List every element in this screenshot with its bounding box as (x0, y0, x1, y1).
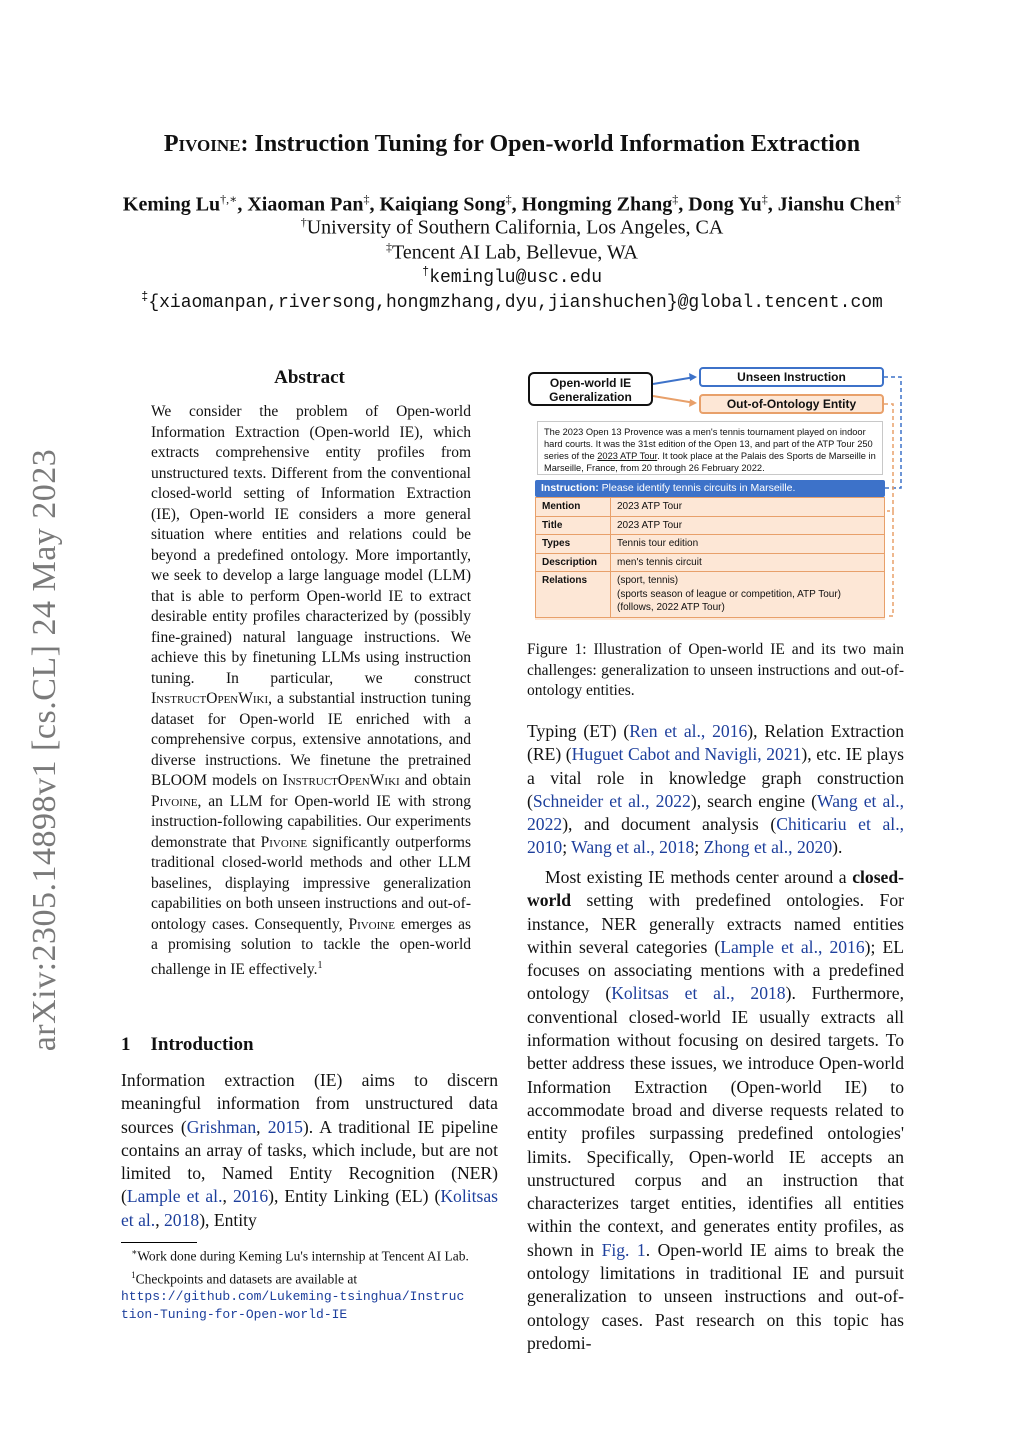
dataset-name: InstructOpenWiki (151, 690, 269, 707)
citation-link[interactable]: Grishman (186, 1116, 257, 1137)
citation-link[interactable]: Lample et al. (126, 1186, 223, 1207)
author-list: Keming Lu†,∗, Xiaoman Pan‡, Kaiqiang Song‡, Hongming Zhang‡, Dong Yu‡, Jianshu Chen‡ (122, 192, 902, 216)
footnote-mark: 1 (131, 1269, 136, 1280)
section-title: Introduction (150, 1034, 254, 1055)
abstract-text: , an LLM for Open-world IE with strong instruction-following capabilities. Our experiments demonstrate that (151, 792, 471, 851)
affil-mark: ‡ (386, 240, 393, 254)
row-key: Types (536, 535, 611, 554)
intro-paragraph: Information extraction (IE) aims to discern meaningful information from unstructured data sources (Grishman, 2015). A traditional IE pipeline contains an array of tasks, which include, but are not limited to, Named Entity Recognition (NER) (Lample et al., 2016), Entity Linking (EL) (Kolitsas et al., 2018), Entity (121, 1070, 499, 1230)
affil-mark: † (421, 265, 430, 279)
dataset-name: InstructOpenWiki (282, 772, 400, 789)
passage-link: 2023 ATP Tour (597, 451, 658, 461)
citation-link[interactable]: Lample et al., 2016 (720, 936, 865, 957)
author-mark: ‡ (505, 192, 512, 206)
dashed-orange-connector (884, 404, 893, 511)
citation-link[interactable]: Ren et al., 2016 (629, 721, 748, 741)
body-text: Typing (ET) ( (527, 721, 630, 741)
passage-text: . It took place at the Palais des Sports de Marseille in Marseille, France, from 20 through 26 February 2022. (544, 451, 876, 473)
model-name: Pivoine (260, 833, 308, 851)
figure-1 (527, 366, 904, 626)
email-usc (0, 265, 1024, 288)
intro-text: Information extraction (IE) aims to discern meaningful information from unstructured data sources ( (121, 1070, 498, 1137)
arrow-to-ooo (653, 396, 695, 403)
row-value (611, 572, 885, 618)
author-1: Keming Lu (122, 193, 221, 216)
email-tencent (0, 290, 1024, 313)
abstract-text: emerges as a promising solution to tackle the open-world challenge in IE effectively. (151, 915, 471, 978)
body-text: ), search engine ( (690, 790, 818, 811)
out-of-ontology-box: Out-of-Ontology Entity (699, 394, 884, 414)
body-text: ; (562, 837, 572, 858)
unseen-instruction-box: Unseen Instruction (699, 367, 884, 387)
author-5: Dong Yu (688, 193, 762, 216)
abstract-text: and obtain (399, 772, 471, 789)
figure-reference-link[interactable]: Fig. 1 (601, 1239, 646, 1260)
abstract-body (151, 402, 471, 980)
abstract-text: significantly outperforms traditional closed-world methods and other LLM baselines, displaying impressive generalization capabilities on both unseen instructions and out-of-ontology cases. Consequently, (151, 833, 471, 933)
body-text: Most existing IE methods center around a (545, 867, 853, 887)
relation-item: (follows, 2022 ATP Tour) (617, 602, 725, 613)
passage-box (537, 421, 883, 475)
arxiv-id: arXiv:2305.14898v1 [cs.CL] 24 May 2023 (26, 448, 63, 1052)
body-text: ; (694, 837, 704, 858)
table-row (536, 535, 885, 554)
author-2: Xiaoman Pan (247, 193, 364, 216)
table-row (536, 516, 885, 535)
arrow-to-unseen (653, 377, 695, 384)
citation-link[interactable]: 2016 (232, 1186, 269, 1207)
instruction-text: Please identify tennis circuits in Marseille. (601, 482, 796, 494)
footnote-text: Checkpoints and datasets are available at (135, 1271, 358, 1286)
footnote-url-link[interactable]: https://github.com/Lukeming-tsinghua/Instruction-Tuning-for-Open-world-IE (121, 1289, 465, 1322)
author-mark: ‡ (672, 192, 679, 206)
instruction-bar (535, 480, 885, 497)
row-key: Description (536, 553, 611, 572)
abstract-text: We consider the problem of Open-world Information Extraction (Open-world IE), which extracts comprehensive entity profiles from unstructured texts. Different from the conventional closed-world setting of Information Extraction (IE), Open-world IE considers a more general situation where entities and relations could be beyond a predefined ontology. More importantly, we seek to develop a large language model (LLM) that is able to perform Open-world IE to extract desirable entity profiles characterized by (possibly fine-grained) natural language instructions. We achieve this by finetuning LLMs using instruction tuning. In particular, we construct (151, 403, 471, 687)
relation-item: (sport, tennis) (617, 575, 679, 586)
intro-text: ), Entity (199, 1209, 257, 1230)
footnotes (121, 1243, 498, 1324)
table-row (536, 553, 885, 572)
citation-link[interactable]: Wang et al., 2018 (571, 837, 695, 858)
footnote-mark: ∗ (131, 1247, 138, 1257)
email-tencent-text: {xiaomanpan,riversong,hongmzhang,dyu,jianshuchen}@global.tencent.com (148, 293, 883, 313)
instruction-label: Instruction: (541, 482, 599, 494)
author-6: Jianshu Chen (777, 193, 896, 216)
affiliation-tencent (0, 240, 1024, 265)
row-value: 2023 ATP Tour (611, 498, 885, 517)
author-4: Hongming Zhang (521, 193, 673, 216)
model-name: Pivoine (348, 915, 395, 933)
author-mark: ‡ (761, 192, 768, 206)
row-value: Tennis tour edition (611, 535, 885, 554)
email-usc-text: keminglu@usc.edu (429, 268, 603, 288)
citation-link[interactable]: Wang et al., 2022 (527, 790, 905, 835)
arrowhead-unseen (689, 373, 697, 381)
title-system-name: Pivoine (163, 131, 241, 157)
body-text: ), Relation Extraction (RE) ( (527, 721, 904, 765)
affiliation-usc (0, 215, 1024, 240)
right-paragraph-2 (527, 866, 904, 1355)
citation-link[interactable]: 2015 (267, 1116, 303, 1137)
body-text: setting with predefined ontologies. For instance, NER generally extracts named entities within several categories ( (527, 890, 904, 957)
citation-link[interactable]: Chiticariu et al., 2010 (527, 814, 904, 858)
body-text: ), etc. IE plays a vital role in knowledge graph construction ( (527, 744, 904, 811)
author-3: Kaiqiang Song (379, 193, 506, 216)
footnote-star (121, 1243, 498, 1266)
model-name: Pivoine (151, 792, 198, 810)
emphasis-text: closed-world (527, 867, 904, 911)
body-text: ). Furthermore, conventional closed-world IE usually extracts all information without focusing on desired targets. To better address these issues, we introduce Open-world Information Extraction (Open-world IE) to accommodate broad and diverse requests related to entity profiles surpassing predefined ontologies' limits. Specifically, Open-world IE accepts an unstructured corpus and an instruction that characterizes target entities, identifies all entities within the context, and generates entity profiles, as shown in (527, 983, 904, 1260)
right-paragraph-1 (527, 720, 904, 860)
paper-title (0, 131, 1024, 158)
citation-link[interactable]: Kolitsas et al. (121, 1186, 499, 1230)
citation-link[interactable]: Huguet Cabot and Navigli, 2021 (571, 744, 802, 765)
row-key: Mention (536, 498, 611, 517)
table-row (536, 498, 885, 517)
abstract-heading: Abstract (274, 367, 345, 388)
row-value: 2023 ATP Tour (611, 516, 885, 535)
citation-link[interactable]: Schneider et al., 2022 (532, 790, 691, 811)
dashed-orange-connector-low (887, 511, 893, 616)
challenge-box: Open-world IE Generalization (528, 372, 653, 406)
author-mark: ‡ (895, 192, 902, 206)
footnote-text: Work done during Keming Lu's internship at Tencent AI Lab. (137, 1248, 469, 1264)
table-row (536, 572, 885, 618)
figure-caption: Figure 1: Illustration of Open-world IE and its two main challenges: generalization to unseen instructions and out-of-ontology entities. (527, 641, 904, 699)
abstract-text: , a substantial instruction tuning dataset for Open-world IE enriched with a comprehensive corpus, extensive annotations, and diverse instructions. We finetune the pretrained BLOOM models on (151, 690, 471, 789)
affil-mark: † (300, 215, 307, 229)
affil-mark: ‡ (141, 290, 149, 304)
body-text: . Open-world IE aims to break the ontology limitations in traditional IE and pursuit generalization to unseen instructions and out-of-ontology cases. Past research on this topic has predomi- (527, 1239, 904, 1353)
citation-link[interactable]: Kolitsas et al., 2018 (611, 983, 786, 1004)
citation-link[interactable]: 2018 (164, 1209, 200, 1230)
body-text: ). (832, 837, 843, 858)
author-mark: ‡ (363, 192, 370, 206)
relation-item: (sports season of league or competition, ATP Tour) (617, 588, 842, 600)
body-text: ), and document analysis ( (562, 814, 777, 835)
row-key: Relations (536, 572, 611, 618)
section-number: 1 (121, 1034, 131, 1055)
footnote-ref[interactable]: 1 (317, 959, 323, 971)
title-rest: : Instruction Tuning for Open-world Information Extraction (240, 131, 861, 157)
section-heading-introduction (121, 1034, 274, 1056)
body-text: ); EL focuses on associating mentions with a predefined ontology ( (527, 936, 904, 1004)
passage-text: The 2023 Open 13 Provence was a men's tennis tournament played on indoor hard courts. It was the 31st edition of the Open 13, and part of the ATP Tour 250 series of the (544, 427, 873, 461)
row-value: men's tennis circuit (611, 553, 885, 572)
affiliation-tencent-text: Tencent AI Lab, Bellevue, WA (392, 241, 638, 264)
arxiv-stamp (20, 440, 70, 1060)
entity-profile-table (535, 497, 885, 618)
footnote-one (121, 1266, 498, 1289)
affiliation-usc-text: University of Southern California, Los Angeles, CA (306, 216, 724, 239)
author-1-marks: †,∗ (220, 192, 238, 206)
citation-link[interactable]: Zhong et al., 2020 (703, 837, 833, 858)
intro-text: ), Entity Linking (EL) ( (268, 1186, 441, 1207)
intro-text: ). A traditional IE pipeline contains an array of tasks, which include, but are not limited to, Named Entity Recognition (NER) ( (121, 1116, 499, 1207)
row-key: Title (536, 516, 611, 535)
arrowhead-ooo (689, 399, 697, 407)
